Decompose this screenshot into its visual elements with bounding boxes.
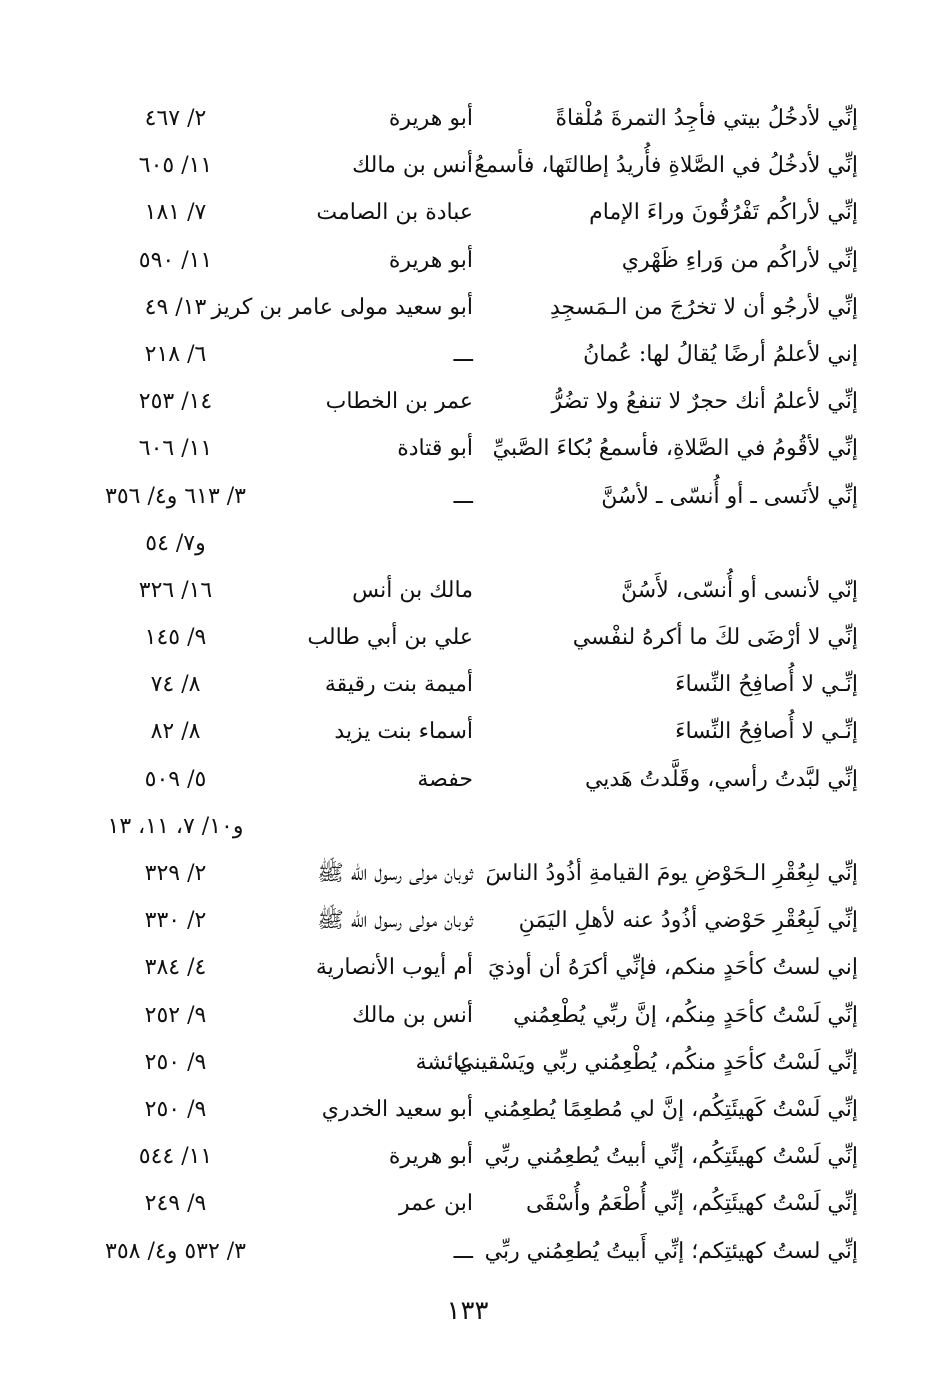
volume-page-reference: ٤/ ٣٨٤ — [144, 955, 207, 981]
volume-page-reference: ٦/ ٢١٨ — [144, 341, 207, 367]
volume-page-reference: ١١/ ٦٠٥ — [138, 153, 213, 179]
narrator: أبو سعيد مولى عامر بن كريز — [211, 294, 473, 320]
narrator: عبادة بن الصامت — [316, 200, 473, 226]
volume-page-reference: ١١/ ٦٠٦ — [138, 436, 213, 462]
volume-page-reference: ٨/ ٨٢ — [150, 719, 201, 745]
volume-page-reference: ٢/ ٣٣٠ — [144, 908, 207, 934]
index-row — [88, 759, 858, 806]
index-row — [88, 476, 858, 523]
narrator: أبو هريرة — [388, 106, 473, 131]
volume-page-reference: ١٦/ ٣٢٦ — [138, 577, 213, 603]
narrator: أميمة بنت رقيقة — [324, 672, 473, 698]
volume-page-reference: ٥/ ٥٠٩ — [144, 766, 207, 792]
narrator: عائشة — [415, 1049, 473, 1075]
volume-page-reference: ٨/ ٧٤ — [150, 672, 201, 698]
index-row — [88, 523, 858, 570]
index-row — [88, 1231, 858, 1278]
narrator: ـــ — [453, 1238, 473, 1264]
volume-page-reference: ٩/ ١٤٥ — [144, 625, 207, 651]
narrator: عمر بن الخطاب — [325, 389, 473, 415]
narrator: ثوبان مولى رسول الله ﷺ — [317, 861, 473, 886]
narrator: أبو هريرة — [388, 247, 473, 273]
hadith-text: إنِّـي لا أُصافِحُ النِّساءَ — [675, 719, 858, 745]
hadith-text: إنِّي لأدخُلُ في الصَّلاةِ فأُريدُ إطالتَها، فأسمعُ — [474, 153, 858, 179]
hadith-text: إنِّي لأراكُم تَفْرُقُونَ وراءَ الإمام — [589, 200, 858, 226]
hadith-text: إني لستُ كأحَدٍ منكم، فإنِّي أكرَهُ أن أوذيَ — [487, 955, 858, 981]
index-row — [88, 570, 858, 617]
volume-page-reference: و٧/ ٥٤ — [145, 530, 206, 556]
index-row — [88, 1136, 858, 1183]
index-table — [88, 98, 858, 1278]
hadith-text: إنّي لأنسى أو أُنسّى، لأَسُنَّ — [621, 577, 858, 603]
hadith-text: إنِّي لأدخُلُ بيتي فأجِدُ التمرةَ مُلْقاةً — [555, 106, 858, 131]
volume-page-reference: و١٠/ ٧، ١١، ١٣ — [107, 813, 244, 839]
narrator: أبو سعيد الخدري — [321, 1096, 473, 1122]
hadith-text: إنِّي لَسْتُ كهيئَتِكُم، إنِّي أبيتُ يُطعِمُني ربِّي — [484, 1144, 858, 1170]
index-row — [88, 287, 858, 334]
volume-page-reference: ٣/ ٦١٣ و٤/ ٣٥٦ — [105, 483, 246, 509]
volume-page-reference: ٢/ ٣٢٩ — [144, 861, 207, 886]
hadith-text: إنِّي لأعلمُ أنك حجرٌ لا تنفعُ ولا تضُرُّ — [551, 389, 858, 415]
volume-page-reference: ١١/ ٥٤٤ — [138, 1144, 213, 1170]
narrator: مالك بن أنس — [352, 577, 473, 603]
narrator: علي بن أبي طالب — [307, 625, 473, 651]
narrator: أسماء بنت يزيد — [334, 719, 473, 745]
hadith-text: إنِّي لأرجُو أن لا تخرُجَ من الـمَسجِدِ — [549, 294, 858, 320]
index-row — [88, 381, 858, 428]
narrator: ابن عمر — [399, 1191, 473, 1217]
hadith-text: إنِّي لَبِعُقْرِ حَوْضي أذُودُ عنه لأهلِ اليَمَنِ — [518, 908, 858, 934]
hadith-text: إنِّي لَسْتُ كهيئَتِكُم، إنِّي أُطْعَمُ وأُسْقَى — [526, 1191, 858, 1217]
narrator: ـــ — [453, 341, 473, 367]
index-row — [88, 145, 858, 192]
hadith-text: إنِّي لأنَسى ـ أو أُنسّى ـ لأسُنَّ — [601, 483, 858, 509]
hadith-text: إنِّي لستُ كهيئتِكم؛ إنِّي أَبيتُ يُطعِمُني ربِّي — [484, 1238, 858, 1264]
hadith-text: إنِّي لأراكُم من وَراءِ ظَهْري — [621, 247, 858, 273]
index-row — [88, 1089, 858, 1136]
hadith-text: إنِّي لا أرْضَى لكَ ما أكرهُ لنفْسي — [572, 625, 858, 651]
narrator: أنس بن مالك — [352, 1002, 473, 1028]
hadith-text: إني لأعلمُ أرضًا يُقالُ لها: عُمانُ — [583, 341, 858, 367]
hadith-text: إنِّي لأقُومُ في الصَّلاةِ، فأسمعُ بُكاءَ الصَّبيِّ — [492, 436, 858, 462]
hadith-text: إنِّـي لا أُصافِحُ النِّساءَ — [675, 672, 858, 698]
hadith-text: إنِّي لَسْتُ كأحَدٍ مِنكُم، إنَّ ربِّي يُطْعِمُني — [513, 1002, 858, 1028]
index-row — [88, 711, 858, 758]
volume-page-reference: ١٤/ ٢٥٣ — [138, 389, 213, 415]
index-row — [88, 192, 858, 239]
index-row — [88, 900, 858, 947]
index-row — [88, 664, 858, 711]
index-row — [88, 995, 858, 1042]
narrator: ثوبان مولى رسول الله ﷺ — [317, 908, 473, 934]
index-row — [88, 240, 858, 287]
volume-page-reference: ٧/ ١٨١ — [144, 200, 207, 226]
hadith-text: إنِّي لبِعُقْرِ الـحَوْضِ يومَ القيامةِ أذُودُ الناسَ — [485, 861, 858, 886]
index-row — [88, 1183, 858, 1230]
page-number: ١٣٣ — [446, 1296, 489, 1326]
index-row — [88, 806, 858, 853]
volume-page-reference: ٩/ ٢٤٩ — [144, 1191, 207, 1217]
hadith-text: إنِّي لَسْتُ كأحَدٍ منكُم، يُطْعِمُني ربِّي ويَسْقيني — [456, 1049, 858, 1075]
narrator: أبو هريرة — [388, 1144, 473, 1170]
volume-page-reference: ٩/ ٢٥٠ — [144, 1096, 207, 1122]
index-row — [88, 428, 858, 475]
volume-page-reference: ١٣/ ٤٩ — [144, 294, 207, 320]
index-row — [88, 1042, 858, 1089]
index-row — [88, 334, 858, 381]
volume-page-reference: ٢/ ٤٦٧ — [144, 106, 207, 131]
index-row — [88, 98, 858, 145]
volume-page-reference: ١١/ ٥٩٠ — [138, 247, 213, 273]
narrator: ـــ — [453, 483, 473, 509]
narrator: أبو قتادة — [397, 436, 473, 462]
volume-page-reference: ٩/ ٢٥٠ — [144, 1049, 207, 1075]
volume-page-reference: ٩/ ٢٥٢ — [144, 1002, 207, 1028]
volume-page-reference: ٣/ ٥٣٢ و٤/ ٣٥٨ — [105, 1238, 246, 1264]
narrator: أنس بن مالك — [352, 153, 473, 179]
index-row — [88, 853, 858, 900]
hadith-text: إنِّي لبَّدتُ رأسي، وقَلَّدتُ هَديي — [584, 766, 858, 792]
hadith-text: إنِّي لَسْتُ كَهيئَتِكُم، إنَّ لي مُطعِمًا يُطعِمُني — [483, 1096, 858, 1122]
index-row — [88, 947, 858, 994]
index-row — [88, 617, 858, 664]
narrator: أم أيوب الأنصارية — [315, 955, 473, 981]
narrator: حفصة — [417, 766, 473, 792]
